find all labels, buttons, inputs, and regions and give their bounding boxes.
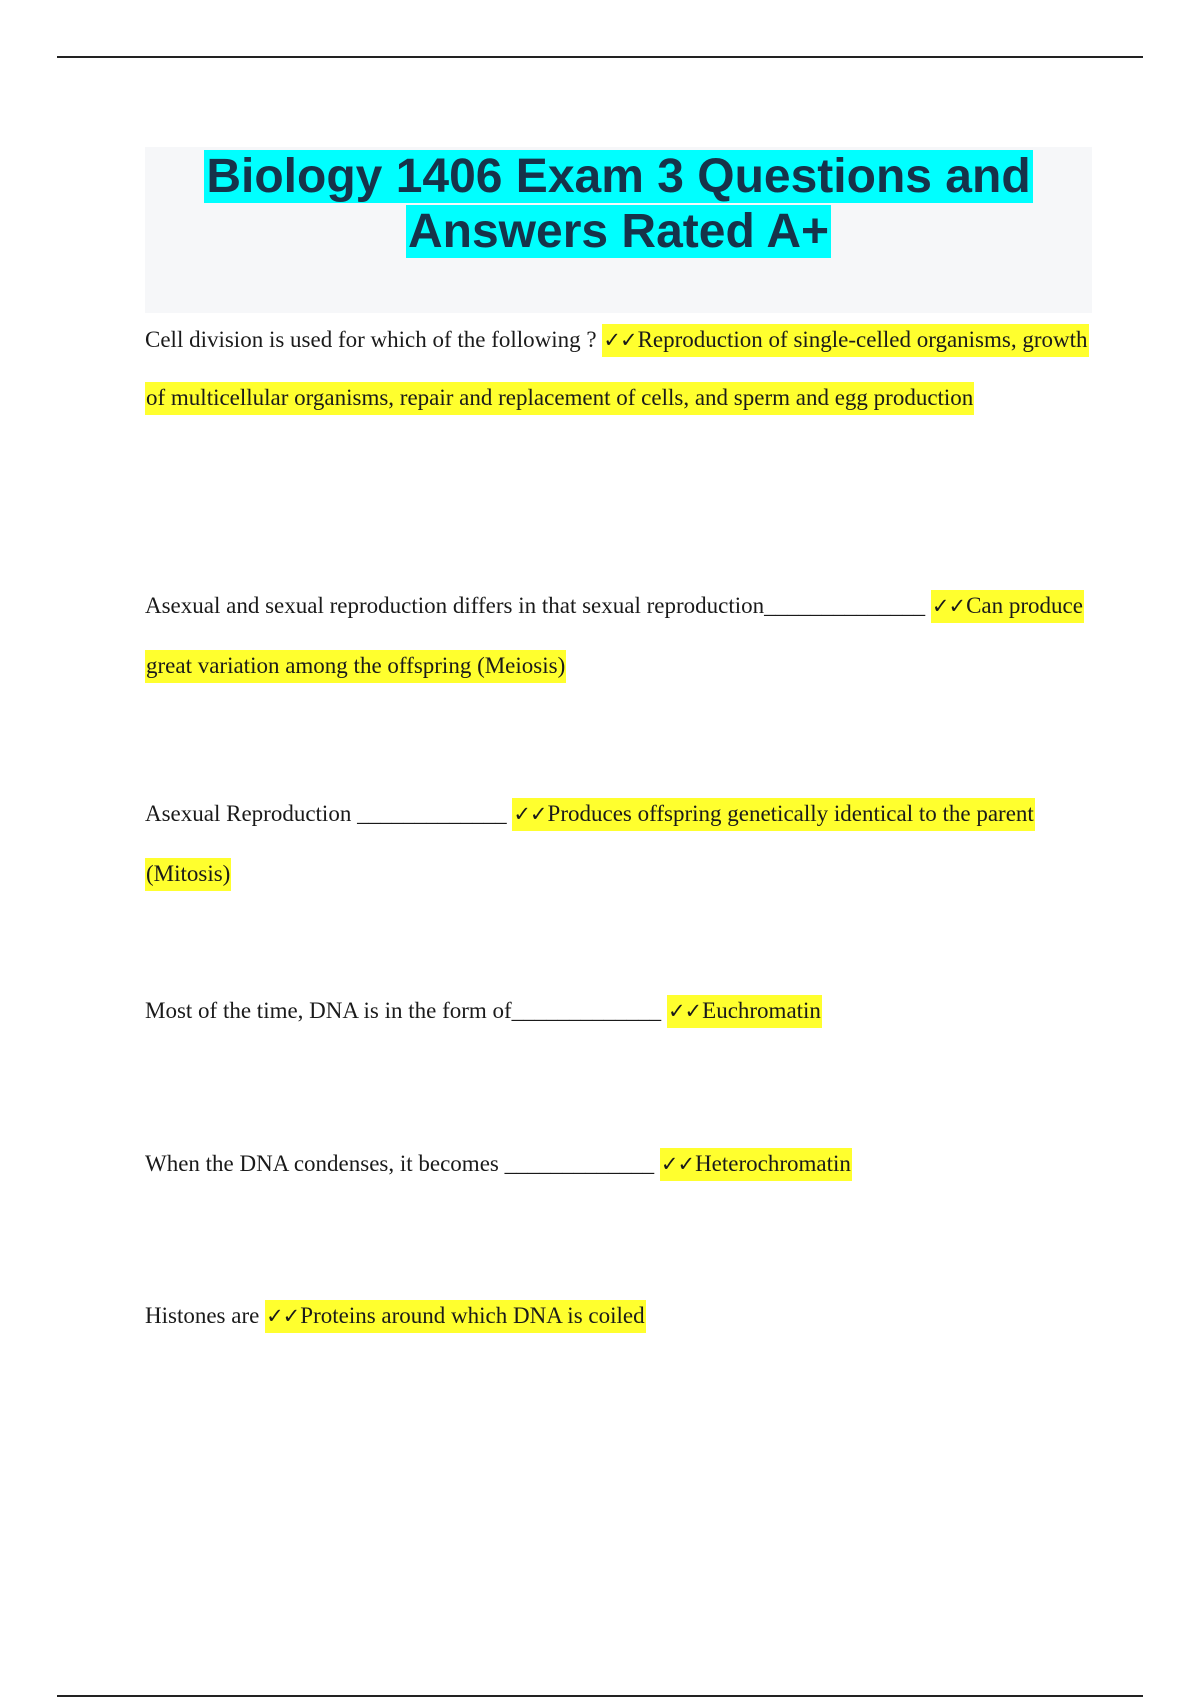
question-text: When the DNA condenses, it becomes _____________ — [145, 1151, 660, 1176]
double-check-icon: ✓✓ — [513, 802, 547, 826]
answer-text: Heterochromatin — [695, 1151, 851, 1176]
double-check-icon: ✓✓ — [667, 999, 702, 1023]
double-check-icon: ✓✓ — [931, 594, 966, 618]
qa-item — [145, 784, 1095, 904]
answer-text: Reproduction of single-celled organisms, growth of multicellular organisms, repair and replacement of cells, and sperm and egg production — [146, 327, 1088, 410]
qa-item — [145, 991, 1095, 1031]
answer-text: Can produce great variation among the offspring (Meiosis) — [146, 593, 1083, 678]
answer-text: Produces offspring genetically identical to the parent (Mitosis) — [146, 801, 1034, 886]
question-text: Asexual Reproduction _____________ — [145, 801, 513, 826]
double-check-icon: ✓✓ — [266, 1304, 300, 1328]
question-text: Histones are — [145, 1303, 266, 1328]
answer-highlight — [660, 1148, 852, 1181]
document-title-text: Biology 1406 Exam 3 Questions and Answers Rated A+ — [206, 150, 1031, 258]
answer-text: Euchromatin — [702, 998, 821, 1023]
qa-item — [145, 1296, 1095, 1336]
qa-item — [145, 1144, 1095, 1184]
double-check-icon: ✓✓ — [660, 1152, 695, 1176]
bottom-rule — [57, 1695, 1143, 1697]
top-rule — [57, 56, 1143, 58]
question-text: Most of the time, DNA is in the form of_____________ — [145, 998, 667, 1023]
question-text: Asexual and sexual reproduction differs in that sexual reproduction______________ — [145, 593, 931, 618]
double-check-icon: ✓✓ — [603, 328, 637, 352]
answer-text: Proteins around which DNA is coiled — [300, 1303, 645, 1328]
answer-highlight — [667, 995, 822, 1028]
question-text: Cell division is used for which of the following ? — [145, 327, 603, 352]
qa-item — [145, 576, 1095, 696]
qa-item — [145, 311, 1095, 427]
document-title — [145, 149, 1092, 259]
title-banner — [145, 147, 1092, 313]
answer-highlight — [265, 1300, 646, 1333]
